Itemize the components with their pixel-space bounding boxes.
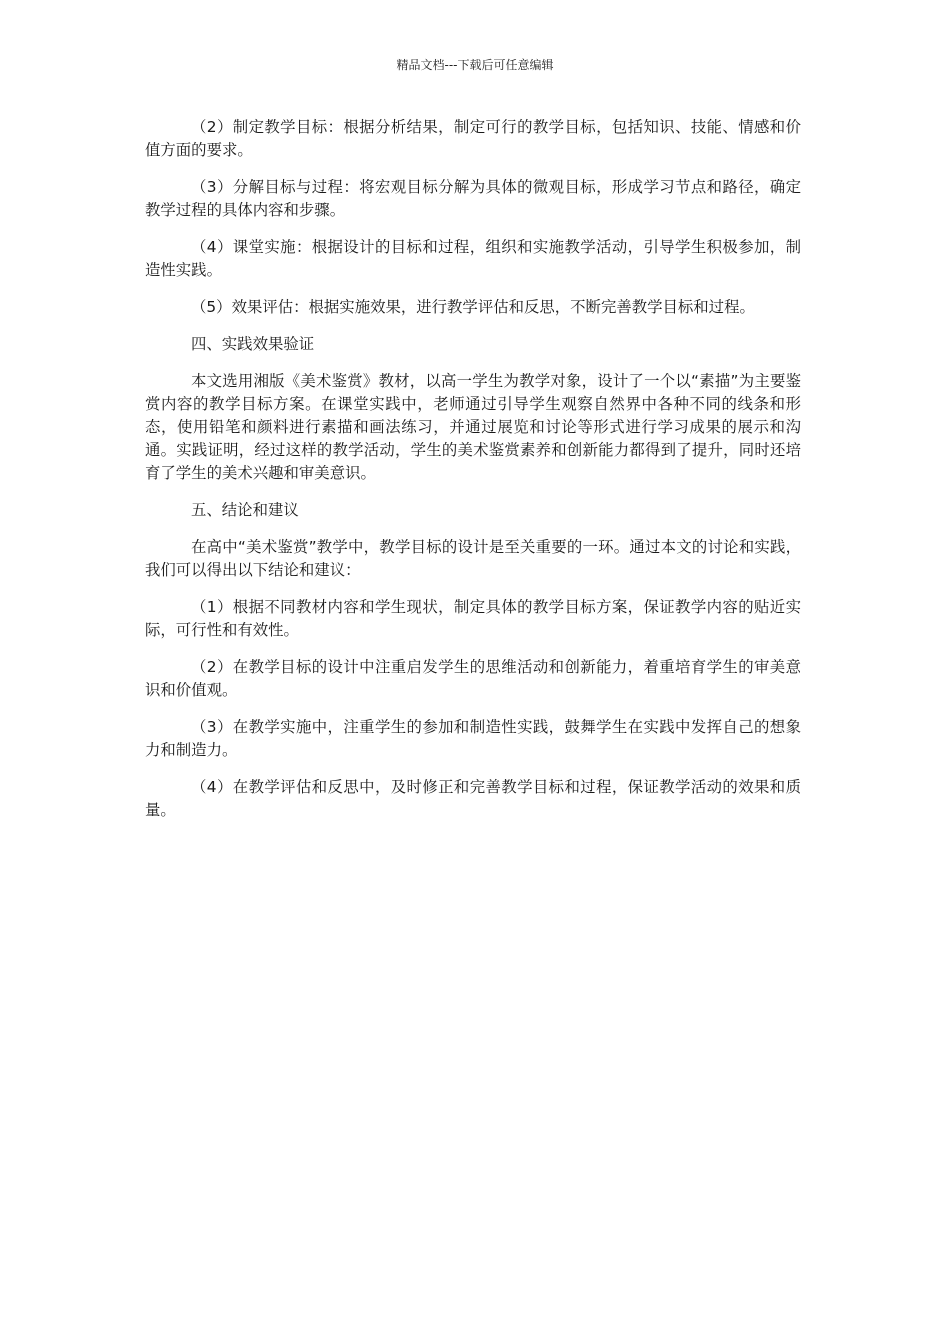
paragraph-conclusion-intro: 在高中“美术鉴赏”教学中，教学目标的设计是至关重要的一环。通过本文的讨论和实践，我们可以得出以下结论和建议：	[145, 538, 801, 579]
paragraph-suggestion-2: （2）在教学目标的设计中注重启发学生的思维活动和创新能力，着重培育学生的审美意识和价值观。	[145, 658, 801, 699]
paragraph-decompose-goals: （3）分解目标与过程：将宏观目标分解为具体的微观目标，形成学习节点和路径，确定教学过程的具体内容和步骤。	[145, 178, 801, 219]
section-heading-conclusion: 五、结论和建议	[191, 501, 299, 519]
page-header: 精品文档---下载后可任意编辑	[396, 58, 554, 72]
paragraph-suggestion-1: （1）根据不同教材内容和学生现状，制定具体的教学目标方案，保证教学内容的贴近实际，可行性和有效性。	[145, 598, 801, 639]
paragraph-classroom-implementation: （4）课堂实施：根据设计的目标和过程，组织和实施教学活动，引导学生积极参加，制造性实践。	[145, 238, 801, 279]
paragraph-suggestion-4: （4）在教学评估和反思中，及时修正和完善教学目标和过程，保证教学活动的效果和质量。	[145, 778, 801, 819]
paragraph-effect-evaluation: （5）效果评估：根据实施效果，进行教学评估和反思，不断完善教学目标和过程。	[191, 298, 755, 316]
paragraph-set-objectives: （2）制定教学目标：根据分析结果，制定可行的教学目标，包括知识、技能、情感和价值方面的要求。	[145, 118, 801, 159]
section-heading-practice-verification: 四、实践效果验证	[191, 335, 315, 353]
paragraph-practice-case: 本文选用湘版《美术鉴赏》教材，以高一学生为教学对象，设计了一个以“素描”为主要鉴赏内容的教学目标方案。在课堂实践中，老师通过引导学生观察自然界中各种不同的线条和形态，使用铅笔和颜料进行素描和画法练习，并通过展览和讨论等形式进行学习成果的展示和沟通。实践证明，经过这样的教学活动，学生的美术鉴赏素养和创新能力都得到了提升，同时还培育了学生的美术兴趣和审美意识。	[145, 372, 801, 482]
document-body	[145, 116, 801, 836]
paragraph-suggestion-3: （3）在教学实施中，注重学生的参加和制造性实践，鼓舞学生在实践中发挥自己的想象力和制造力。	[145, 718, 801, 759]
